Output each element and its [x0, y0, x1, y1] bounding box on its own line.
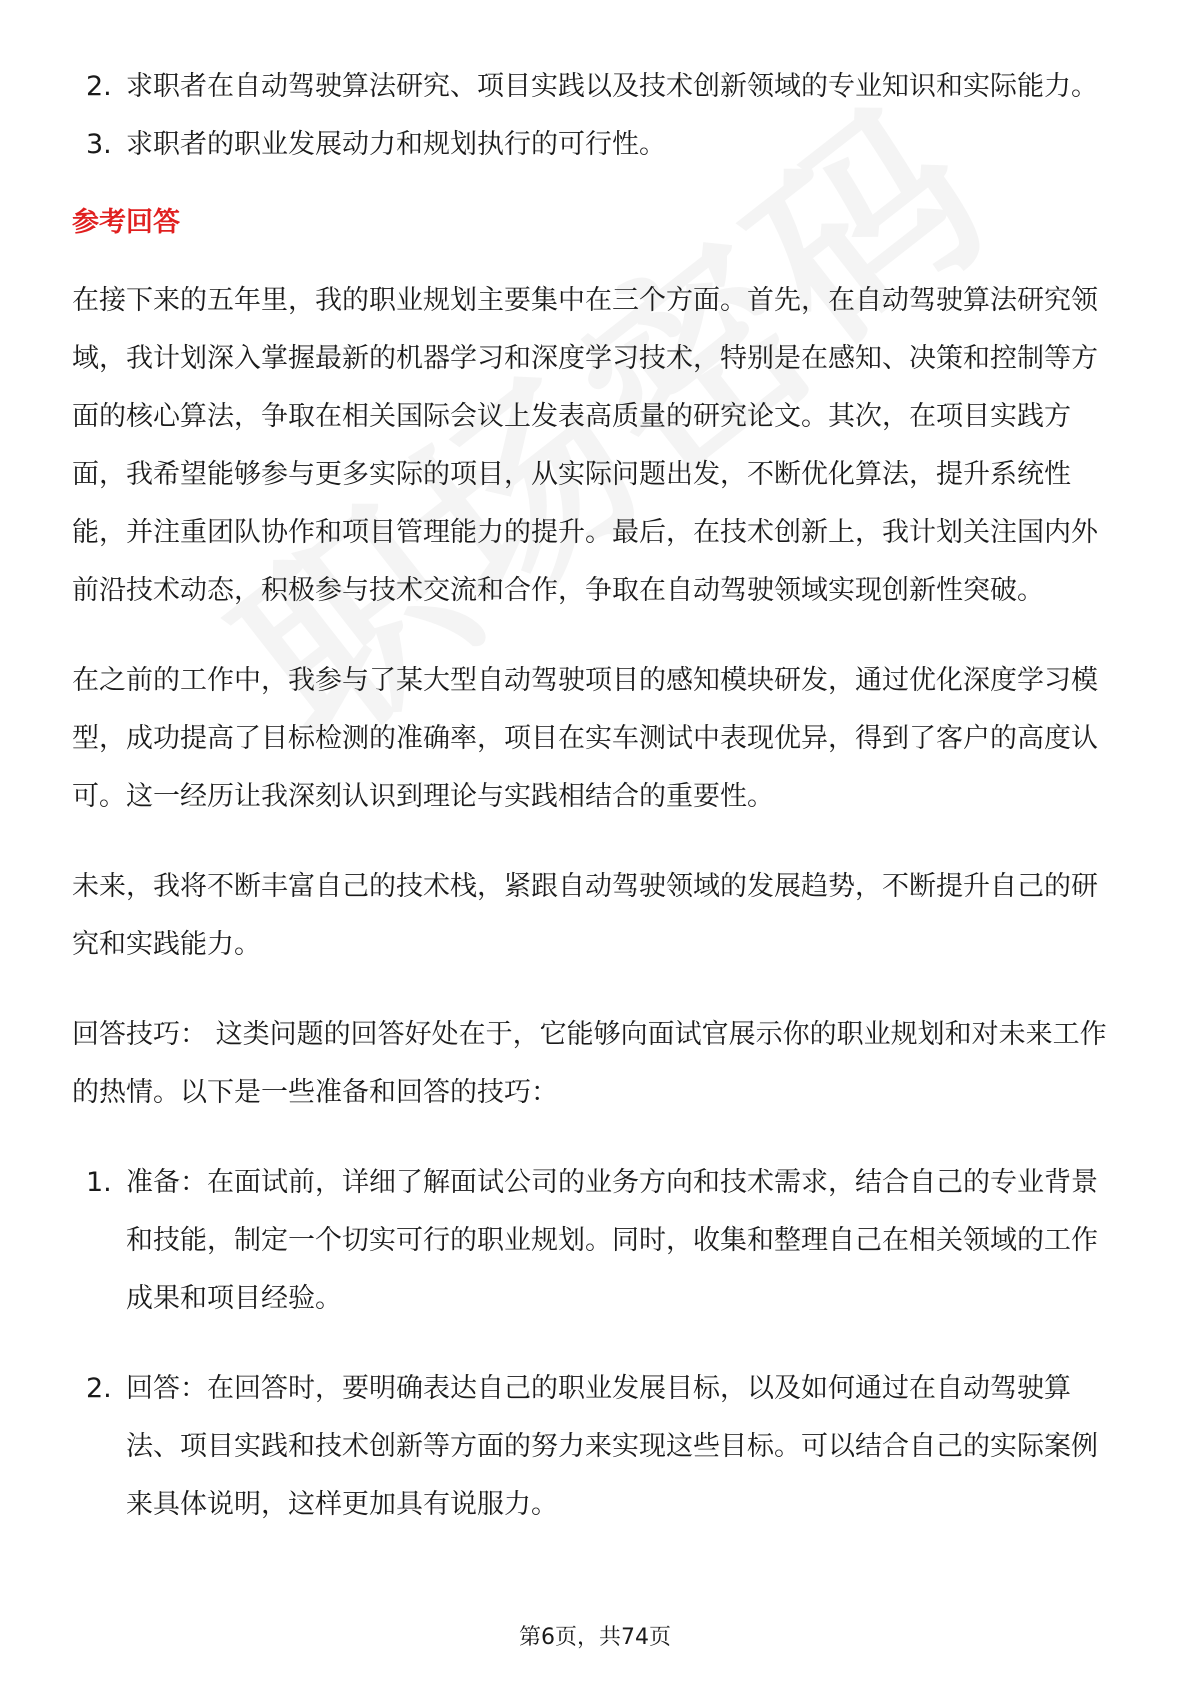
list-item-number: 2.: [86, 1373, 112, 1404]
paragraph: 在之前的工作中，我参与了某大型自动驾驶项目的感知模块研发，通过优化深度学习模型，成功提高了目标检测的准确率，项目在实车测试中表现优异，得到了客户的高度认可。这一经历让我深刻认识到理论与实践相结合的重要性。: [72, 665, 1098, 812]
list-item: [72, 1154, 1122, 1328]
list-item-text: 求职者的职业发展动力和规划执行的可行性。: [126, 129, 666, 160]
list-item-text: 回答：在回答时，要明确表达自己的职业发展目标，以及如何通过在自动驾驶算法、项目实践和技术创新等方面的努力来实现这些目标。可以结合自己的实际案例来具体说明，这样更加具有说服力。: [126, 1373, 1098, 1520]
list-item-number: 2.: [86, 71, 112, 102]
list-item: [72, 116, 1122, 174]
tips-list: [72, 1154, 1122, 1534]
list-item: [72, 1360, 1122, 1534]
paragraph: 未来，我将不断丰富自己的技术栈，紧跟自动驾驶领域的发展趋势，不断提升自己的研究和实践能力。: [72, 871, 1098, 960]
list-item-number: 1.: [86, 1167, 112, 1198]
criteria-list: [72, 58, 1122, 174]
page-content: [72, 58, 1122, 1534]
list-item: [72, 58, 1122, 116]
list-item-number: 3.: [86, 129, 112, 160]
list-item-text: 准备：在面试前，详细了解面试公司的业务方向和技术需求，结合自己的专业背景和技能，制定一个切实可行的职业规划。同时，收集和整理自己在相关领域的工作成果和项目经验。: [126, 1167, 1098, 1314]
tips-intro: 回答技巧： 这类问题的回答好处在于，它能够向面试官展示你的职业规划和对未来工作的热情。以下是一些准备和回答的技巧：: [72, 1019, 1107, 1108]
paragraph: 在接下来的五年里，我的职业规划主要集中在三个方面。首先，在自动驾驶算法研究领域，我计划深入掌握最新的机器学习和深度学习技术，特别是在感知、决策和控制等方面的核心算法，争取在相关国际会议上发表高质量的研究论文。其次，在项目实践方面，我希望能够参与更多实际的项目，从实际问题出发，不断优化算法，提升系统性能，并注重团队协作和项目管理能力的提升。最后，在技术创新上，我计划关注国内外前沿技术动态，积极参与技术交流和合作，争取在自动驾驶领域实现创新性突破。: [72, 285, 1098, 606]
list-item-text: 求职者在自动驾驶算法研究、项目实践以及技术创新领域的专业知识和实际能力。: [126, 71, 1098, 102]
page-number: 第6页，共74页: [519, 1625, 671, 1650]
answer-heading: 参考回答: [72, 207, 180, 238]
